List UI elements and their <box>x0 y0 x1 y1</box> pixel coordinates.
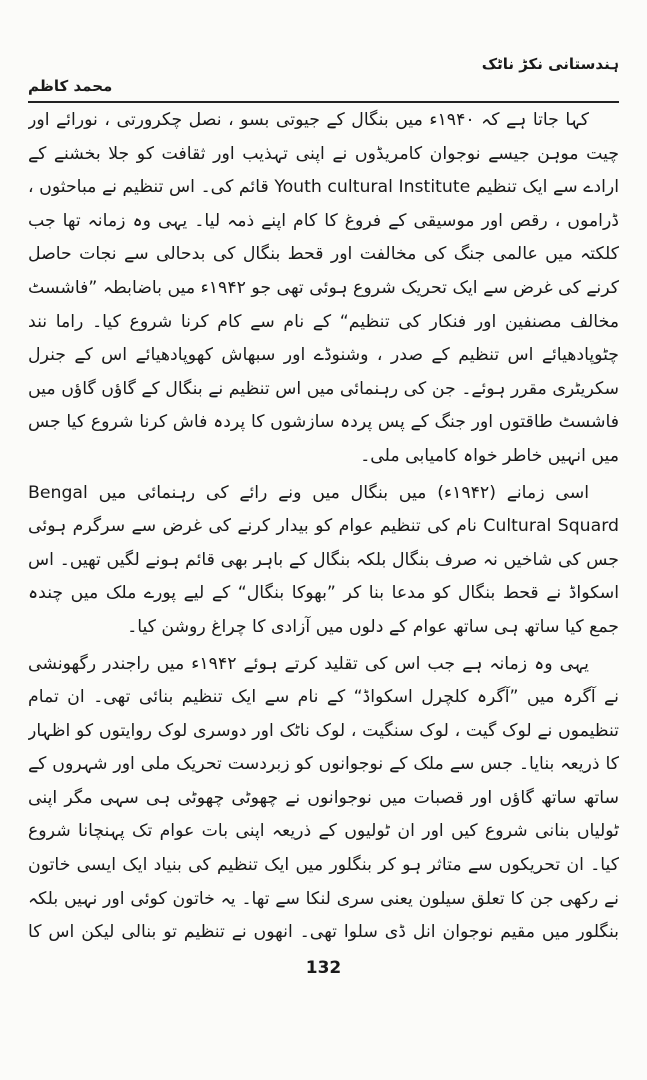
header-rule <box>28 101 619 103</box>
paragraph: اسی زمانے (۱۹۴۲ء) میں بنگال میں ونے رائے کی رہنمائی میں Bengal Cultural Squard نام کی تنظیم عوام کو بیدار کرنے کی غرض سے سرگرم ہوئی جس کی شاخیں نہ صرف بنگال بلکہ بنگال کے باہر بھی قائم ہونے لگیں تھیں۔ اس اسکواڈ نے قحط بنگال کو مدعا بنا کر ”بھوکا بنگال“ کے لیے پورے ملک میں چندہ جمع کیا ساتھ ہی ساتھ عوام کے دلوں میں آزادی کا چراغ روشن کیا۔ <box>28 482 619 637</box>
running-header <box>28 55 619 103</box>
paragraph: کہا جاتا ہے کہ ۱۹۴۰ء میں بنگال کے جیوتی بسو ، نصل چکرورتی ، نورائے اور چیت موہن جیسے نوجوان کامریڈوں نے اپنی تہذیب اور ثقافت کو جلا بخشنے کے ارادے سے ایک تنظیم Youth cultural Institute قائم کی۔ اس تنظیم نے مباحثوں ، ڈراموں ، رقص اور موسیقی کے فروغ کا کام اپنے ذمہ لیا۔ یہی وہ زمانہ تھا جب کلکتہ میں عالمی جنگ کی مخالفت اور قحط بنگال کی بدحالی سے نجات حاصل کرنے کی غرض سے ایک تحریک شروع ہوئی تھی جو ۱۹۴۲ء میں باضابطہ ”فاشسٹ مخالف مصنفین اور فنکار کی تنظیم“ کے نام سے کام کرنا شروع کیا۔ راما نند چٹوپادھیائے اس تنظیم کے صدر ، وشنوڈے اور سبھاش کھوپادھیائے اس کے جنرل سکریٹری مقرر ہوئے۔ جن کی رہنمائی میں اس تنظیم نے بنگال کے گاؤں گاؤں میں فاشسٹ طاقتوں اور جنگ کے پس پردہ سازشوں کا پردہ فاش کرنا شروع کیا جس میں انہیں خاطر خواہ کامیابی ملی۔ <box>28 110 619 466</box>
body-text <box>28 104 619 952</box>
running-header-book-title: ہندستانی نکڑ ناٹک <box>481 55 619 73</box>
page-number: 132 <box>305 958 342 978</box>
running-header-author: محمد کاظم <box>28 77 113 95</box>
paragraph: یہی وہ زمانہ ہے جب اس کی تقلید کرتے ہوئے ۱۹۴۲ء میں راجندر رگھونشی نے آگرہ میں ”آگرہ کلچرل اسکواڈ“ کے نام سے ایک تنظیم بنائی تھی۔ ان تمام تنظیموں نے لوک گیت ، لوک سنگیت ، لوک ناٹک اور دوسری لوک روایتوں کو اظہار کا ذریعہ بنایا۔ جس سے ملک کے نوجوانوں کو زبردست تحریک ملی اور شہروں کے ساتھ ساتھ گاؤں اور قصبات میں نوجوانوں نے چھوٹی چھوٹی ہی سہی مگر اپنی ٹولیاں بنانی شروع کیں اور ان ٹولیوں کے ذریعہ اپنی بات عوام تک پہنچانا شروع کیا۔ ان تحریکوں سے متاثر ہو کر بنگلور میں ایک تنظیم کی بنیاد ایک ایسی خاتون نے رکھی جن کا تعلق سیلون یعنی سری لنکا سے تھا۔ یہ خاتون کوئی اور نہیں بلکہ بنگلور میں مقیم نوجوان انل ڈی سلوا تھی۔ انھوں نے تنظیم تو بنالی لیکن اس کا <box>28 653 619 943</box>
